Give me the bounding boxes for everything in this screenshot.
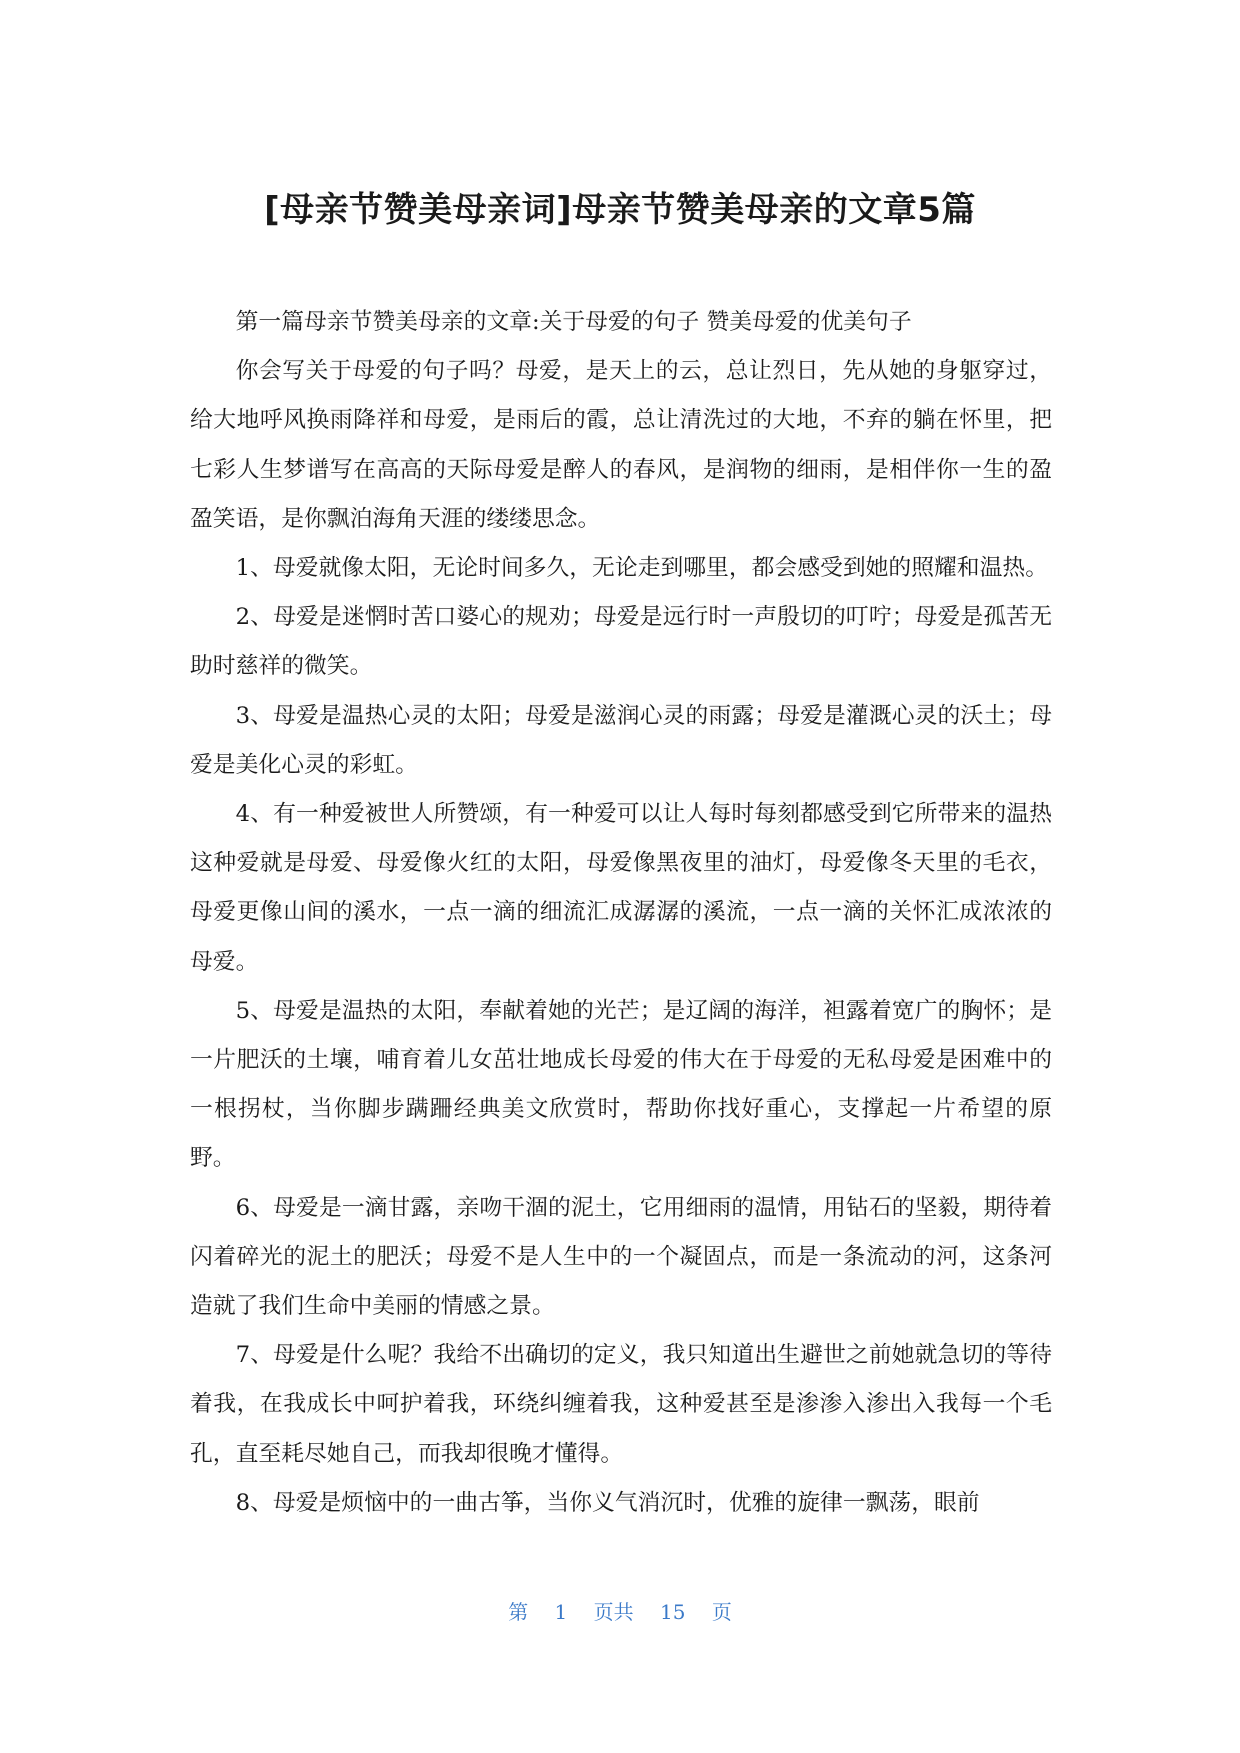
document-body	[190, 298, 1052, 1528]
footer-label-ye-gong: 页共	[593, 1600, 634, 1624]
section-heading: 第一篇母亲节赞美母亲的文章:关于母爱的句子 赞美母爱的优美句子	[235, 309, 912, 335]
paragraph: 4、有一种爱被世人所赞颂，有一种爱可以让人每时每刻都感受到它所带来的温热这种爱就是母爱、母爱像火红的太阳，母爱像黑夜里的油灯，母爱像冬天里的毛衣，母爱更像山间的溪水，一点一滴的细流汇成潺潺的溪流，一点一滴的关怀汇成浓浓的母爱。	[190, 801, 1052, 975]
footer-label-ye: 页	[711, 1600, 732, 1624]
paragraph: 6、母爱是一滴甘露，亲吻干涸的泥土，它用细雨的温情，用钻石的坚毅，期待着闪着碎光的泥土的肥沃；母爱不是人生中的一个凝固点，而是一条流动的河，这条河造就了我们生命中美丽的情感之景。	[190, 1194, 1052, 1320]
paragraph: 7、母爱是什么呢？我给不出确切的定义，我只知道出生避世之前她就急切的等待着我，在我成长中呵护着我，环绕纠缠着我，这种爱甚至是渗渗入渗出入我每一个毛孔，直至耗尽她自己，而我却很晚才懂得。	[190, 1342, 1052, 1467]
footer-page-total: 15	[660, 1600, 686, 1624]
paragraph: 1、母爱就像太阳，无论时间多久，无论走到哪里，都会感受到她的照耀和温热。	[235, 555, 1048, 582]
paragraph: 5、母爱是温热的太阳，奉献着她的光芒；是辽阔的海洋，袒露着宽广的胸怀；是一片肥沃的土壤，哺育着儿女茁壮地成长母爱的伟大在于母爱的无私母爱是困难中的一根拐杖，当你脚步蹒跚经典美文欣赏时，帮助你找好重心，支撑起一片希望的原野。	[190, 997, 1052, 1172]
paragraph: 3、母爱是温热心灵的太阳；母爱是滋润心灵的雨露；母爱是灌溉心灵的沃土；母爱是美化心灵的彩虹。	[190, 702, 1052, 778]
footer-label-di: 第	[508, 1600, 529, 1624]
paragraph: 2、母爱是迷惘时苦口婆心的规劝；母爱是远行时一声殷切的叮咛；母爱是孤苦无助时慈祥的微笑。	[190, 604, 1052, 680]
document-title: [母亲节赞美母亲词]母亲节赞美母亲的文章5篇	[264, 190, 976, 230]
footer-page-current: 1	[554, 1600, 568, 1624]
paragraph: 你会写关于母爱的句子吗？母爱，是天上的云，总让烈日，先从她的身躯穿过，给大地呼风换雨降祥和母爱，是雨后的霞，总让清洗过的大地，不弃的躺在怀里，把七彩人生梦谱写在高高的天际母爱是醉人的春风，是润物的细雨，是相伴你一生的盈盈笑语，是你飘泊海角天涯的缕缕思念。	[190, 358, 1052, 532]
page-footer	[0, 1596, 1240, 1625]
paragraph: 8、母爱是烦恼中的一曲古筝，当你义气消沉时，优雅的旋律一飘荡，眼前	[235, 1489, 980, 1516]
